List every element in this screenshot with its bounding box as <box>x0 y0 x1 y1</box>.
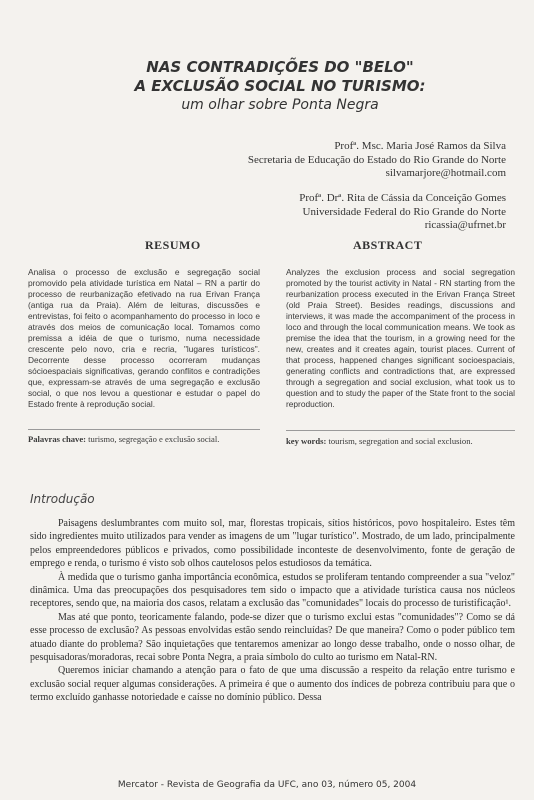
author-affiliation: Secretaria de Educação do Estado do Rio Grande do Norte <box>247 153 506 166</box>
author-block-2 <box>299 192 506 233</box>
intro-paragraph: À medida que o turismo ganha importância econômica, estudos se proliferam tentando compreender a sua "veloz" dinâmica. Uma das preocupações dos pesquisadores tem sido o impacto que a atividade turística causa nos núcleos receptores, sendo que, na maioria dos casos, relatam a exclusão das "comunidades" locais do processo de turistificação¹. <box>30 571 515 610</box>
author-email: silvamarjore@hotmail.com <box>385 167 506 179</box>
author-name: Profª. Msc. Maria José Ramos da Silva <box>334 140 506 152</box>
resumo-keywords <box>28 434 219 444</box>
intro-paragraph: Paisagens deslumbrantes com muito sol, mar, florestas tropicais, sítios históricos, povo hospitaleiro. Estes têm sido ingredientes muito utilizados para vender as imagens de um "lugar turístico". Mostrado, de um lado, principalmente pelos empreendedores públicos e privados, como possibilidade inconteste de desenvolvimento, fonte de geração de emprego e renda, o turismo é visto sob olhos cautelosos pelos estudiosos da temática. <box>30 518 515 570</box>
journal-footer: Mercator - Revista de Geografia da UFC, ano 03, número 05, 2004 <box>117 780 417 790</box>
intro-paragraph: Mas até que ponto, teoricamente falando, pode-se dizer que o turismo exclui estas "comunidades"? Como se dá esse processo de exclusão? As pessoas envolvidas estão sendo reincluídas? De que maneira? Como o poder público tem atuado diante do problema? São inquietações que tentaremos amenizar ao longo desse trabalho, onde o nosso olhar, de pesquisadoras/moradoras, recai sobre Ponta Negra, a praia símbolo do culto ao turismo em Natal-RN. <box>30 611 515 664</box>
resumo-heading: RESUMO <box>145 238 201 252</box>
abstract-text: Analyzes the exclusion process and social segregation promoted by the tourist activity in Natal - RN starting from the reurbanization process executed in the Erivan França Street (old Praia Street). Besides readings, discussions and interviews, it was made the accompaniment of the process in loco and through the local communication means. We took as premise the idea that the tourism, in a growing need for the new, creates and it creates again, tourist places. Current of that process, happened changes significant socioespaciais, generating conflicts and contradictions that, are expressed through a segregation and social exclusion, what took us to question and to study the paper of the State front to the social reproduction. <box>286 267 515 409</box>
title-subtitle: um olhar sobre Ponta Negra <box>181 97 379 113</box>
intro-body <box>30 517 515 774</box>
abstract-keywords <box>286 436 473 446</box>
author-affiliation: Universidade Federal do Rio Grande do Norte <box>302 205 506 218</box>
author-name: Profª. Drª. Rita de Cássia da Conceição Gomes <box>299 192 506 204</box>
abstract-keywords-value: tourism, segregation and social exclusion. <box>326 436 473 446</box>
resumo-keywords-value: turismo, segregação e exclusão social. <box>86 434 220 444</box>
abstract-keywords-label: key words: <box>286 436 327 446</box>
article-title <box>100 58 460 115</box>
abstract-heading: ABSTRACT <box>353 238 423 252</box>
section-heading-intro: Introdução <box>30 492 95 506</box>
resumo-text: Analisa o processo de exclusão e segregação social promovido pela atividade turística em Natal – RN a partir do processo de reurbanização efetivado na rua Erivan França (antiga rua da Praia). Além de leituras, discussões e entrevistas, foi feito o acompanhamento do processo in loco e através dos meios de comunicação local. Tomamos como premissa a idéia de que o turismo, numa necessidade crescente pelo novo, cria e recria, "lugares turísticos". Decorrente desse processo ocorreram mudanças sócioespaciais significativas, gerando conflitos e contradições que, expressam-se através de uma segregação e exclusão social, o que nos levou a questionar e estudar o papel do Estado frente à reprodução social. <box>28 267 260 409</box>
resumo-keywords-label: Palavras chave: <box>28 434 86 444</box>
resumo-divider <box>28 429 260 430</box>
intro-paragraph: Queremos iniciar chamando a atenção para o fato de que uma discussão a respeito da relação entre turismo e exclusão social requer algumas considerações. A primeira é que o aumento dos índices de pobreza contribuiu para que o termo excluído ganhasse notoriedade e caísse no domínio público. Dessa <box>30 665 515 704</box>
author-email: ricassia@ufrnet.br <box>424 219 506 231</box>
author-block-1 <box>248 140 506 181</box>
abstract-divider <box>286 430 515 431</box>
title-line-1: NAS CONTRADIÇÕES DO "BELO" <box>146 58 414 76</box>
title-line-2: A EXCLUSÃO SOCIAL NO TURISMO: <box>134 77 426 95</box>
